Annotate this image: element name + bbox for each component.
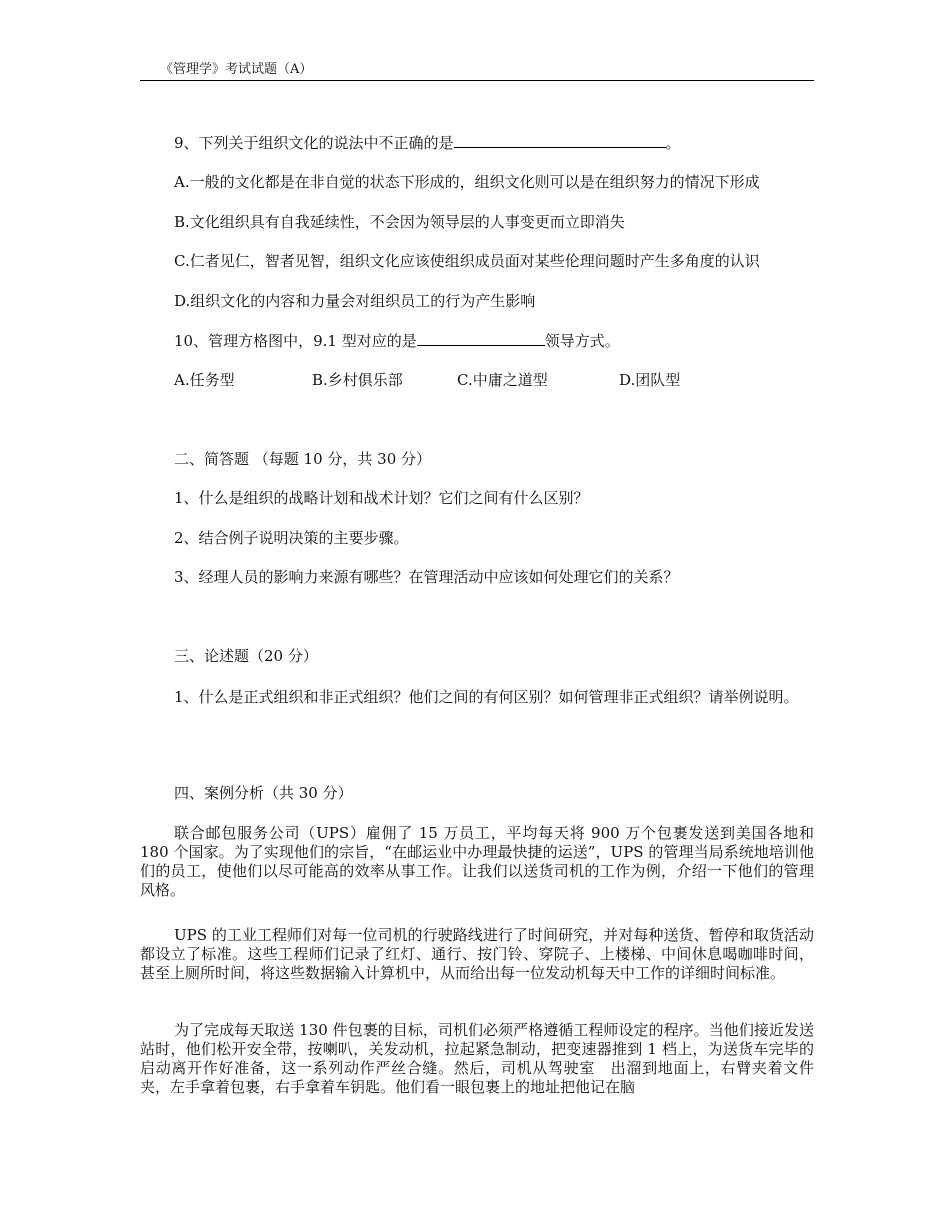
section-4-title: 四、案例分析（共 30 分） [174, 784, 353, 802]
section-3-question-1: 1、什么是正式组织和非正式组织？他们之间的有何区别？如何管理非正式组织？请举例说明。 [174, 688, 799, 706]
case-paragraph-1: 联合邮包服务公司（UPS）雇佣了 15 万员工，平均每天将 900 万个包裹发送到美国各地和 180 个国家。为了实现他们的宗旨，“在邮运业中办理最快捷的运送”，UPS 的管理当局系统地培训他们的员工，使他们以尽可能高的效率从事工作。让我们以送货司机的工作为例，介绍一下他们的管理风格。 [140, 824, 814, 899]
section-2-question-1: 1、什么是组织的战略计划和战术计划？它们之间有什么区别？ [174, 489, 589, 507]
question-9-option-d: D.组织文化的内容和力量会对组织员工的行为产生影响 [174, 292, 536, 310]
question-10-option-d: D.团队型 [619, 371, 681, 389]
question-10-options [140, 369, 848, 391]
question-9 [140, 132, 848, 154]
question-10-option-b: B.乡村俱乐部 [312, 371, 403, 389]
page-header [140, 58, 814, 81]
case-paragraph-2: UPS 的工业工程师们对每一位司机的行驶路线进行了时间研究，并对每种送货、暂停和取货活动都设立了标准。这些工程师们记录了红灯、通行、按门铃、穿院子、上楼梯、中间休息喝咖啡时间，甚至上厕所时间，将这些数据输入计算机中，从而给出每一位发动机每天中工作的详细时间标准。 [140, 926, 814, 982]
question-10-end: 领导方式。 [544, 332, 620, 350]
question-9-option-c: C.仁者见仁，智者见智，组织文化应该使组织成员面对某些伦理问题时产生多角度的认识 [174, 252, 760, 270]
question-10-option-a: A.任务型 [174, 371, 235, 389]
section-2-title: 二、简答题 （每题 10 分，共 30 分） [174, 450, 432, 468]
question-9-stem: 9、下列关于组织文化的说法中不正确的是 [174, 134, 454, 152]
question-9-end: 。 [665, 134, 681, 152]
question-10 [140, 330, 848, 352]
case-paragraph-3: 为了完成每天取送 130 件包裹的目标，司机们必须严格遵循工程师设定的程序。当他们接近发送站时，他们松开安全带，按喇叭，关发动机，拉起紧急制动，把变速器推到 1 档上，为送货车完毕的启动离开作好准备，这一系列动作严丝合缝。然后，司机从驾驶室 出溜到地面上，右臂夹着文件夹，左手拿着包裹，右手拿着车钥匙。他们看一眼包裹上的地址把他记在脑 [140, 1021, 814, 1096]
question-10-stem: 10、管理方格图中，9.1 型对应的是 [174, 332, 417, 350]
question-10-option-c: C.中庸之道型 [457, 371, 548, 389]
section-3-title: 三、论述题（20 分） [174, 647, 318, 665]
answer-blank [417, 331, 545, 346]
question-9-option-b: B.文化组织具有自我延续性，不会因为领导层的人事变更而立即消失 [174, 213, 625, 231]
header-title: 《管理学》考试试题（A） [160, 62, 313, 77]
section-2-question-3: 3、经理人员的影响力来源有哪些？在管理活动中应该如何处理它们的关系？ [174, 568, 679, 586]
section-2-question-2: 2、结合例子说明决策的主要步骤。 [174, 529, 409, 547]
question-9-option-a: A.一般的文化都是在非自觉的状态下形成的，组织文化则可以是在组织努力的情况下形成 [174, 173, 760, 191]
answer-blank [454, 133, 666, 148]
